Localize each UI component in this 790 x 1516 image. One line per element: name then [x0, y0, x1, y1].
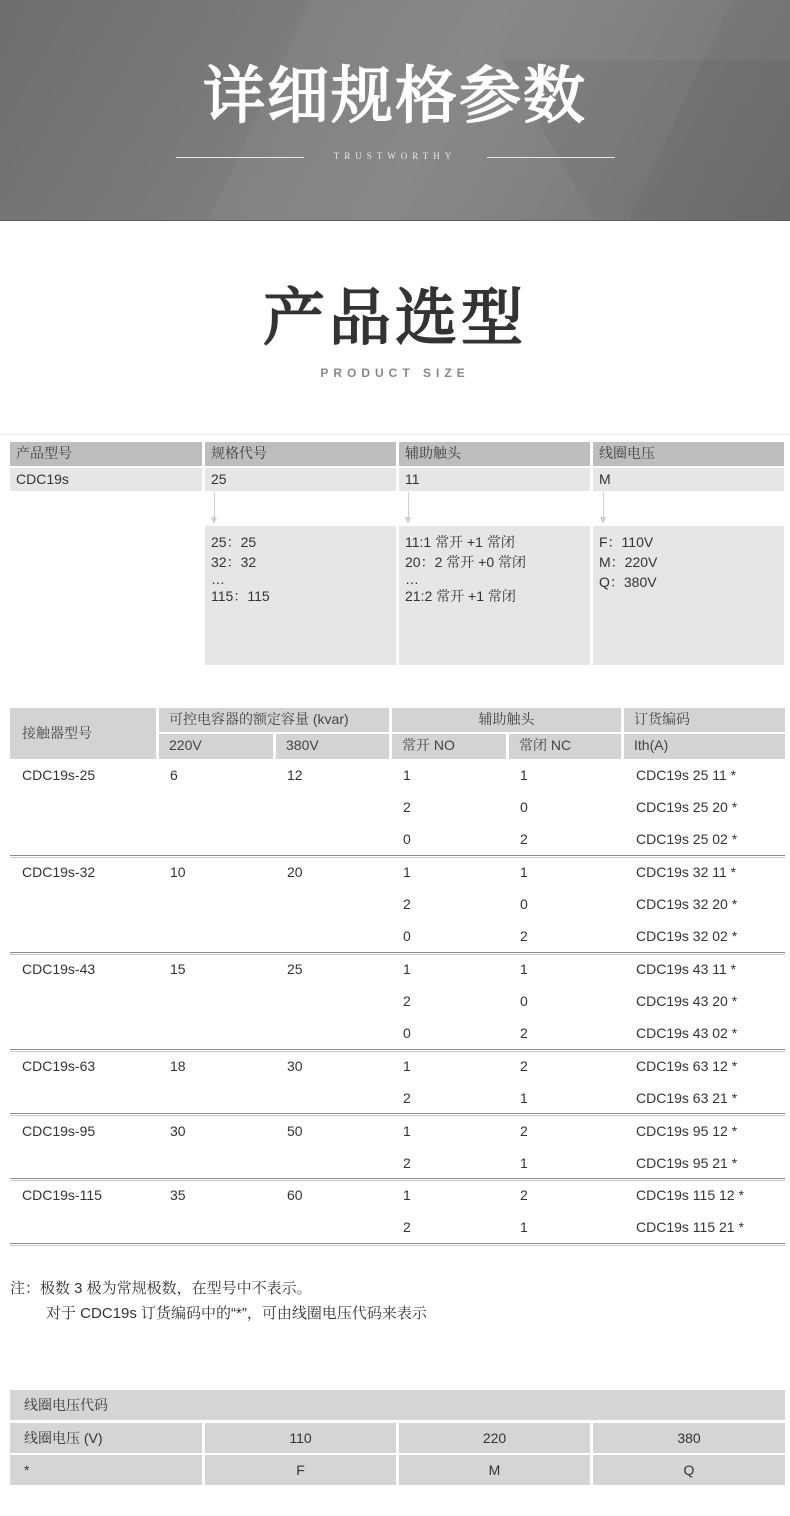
header-ith: Ith(A): [624, 734, 785, 759]
option: 20：2 常开 +0 常闭: [405, 554, 526, 570]
aux-options-box: [399, 526, 590, 665]
cell-380v: 50: [287, 1123, 303, 1139]
header-220v: 220V: [159, 734, 273, 759]
banner-title: 详细规格参数: [202, 59, 587, 132]
cell-no: 2: [403, 1219, 411, 1235]
cell-model: CDC19s-32: [22, 864, 96, 880]
cell-no: 2: [403, 896, 411, 912]
cell-model: CDC19s-95: [22, 1123, 96, 1139]
cell-no: 2: [403, 1090, 411, 1106]
cell-nc: 1: [520, 767, 528, 783]
section-subtitle: PRODUCT SIZE: [320, 366, 470, 380]
cell-220v: 35: [170, 1187, 186, 1203]
cell-order-code: CDC19s 115 21 *: [636, 1219, 744, 1235]
note-line-2: 对于 CDC19s 订货编码中的“*”，可由线圈电压代码来表示: [46, 1305, 427, 1322]
cell-no: 0: [403, 831, 411, 847]
value-spec-code: 25: [205, 468, 396, 491]
header-capacity: 可控电容器的额定容量 (kvar): [159, 708, 389, 732]
cell-no: 0: [403, 1025, 411, 1041]
cell-order-code: CDC19s 115 12 *: [636, 1187, 744, 1203]
cell-no: 1: [403, 1058, 411, 1074]
cell-order-code: CDC19s 25 20 *: [636, 799, 738, 815]
cell-order-code: CDC19s 32 11 *: [636, 864, 737, 880]
value-coil-voltage: M: [593, 468, 784, 491]
cell-nc: 2: [520, 928, 528, 944]
row-divider: [10, 855, 785, 858]
divider: [487, 157, 615, 158]
cell-F: F: [205, 1455, 396, 1485]
cell-no: 1: [403, 1123, 411, 1139]
cell-nc: 0: [520, 896, 528, 912]
cell-no: 2: [403, 993, 411, 1009]
cell-no: 1: [403, 864, 411, 880]
banner-subtitle: [0, 150, 790, 166]
cell-nc: 2: [520, 1025, 528, 1041]
cell-220: 220: [399, 1423, 590, 1453]
header-no: 常开 NO: [392, 734, 506, 759]
cell-order-code: CDC19s 32 02 *: [636, 928, 738, 944]
header-nc: 常闭 NC: [509, 734, 621, 759]
cell-order-code: CDC19s 95 21 *: [636, 1155, 738, 1171]
cell-model: CDC19s-43: [22, 961, 96, 977]
cell-no: 1: [403, 767, 411, 783]
header-order-code: 订货编码: [624, 708, 785, 732]
cell-order-code: CDC19s 43 20 *: [636, 993, 738, 1009]
cell-order-code: CDC19s 43 11 *: [636, 961, 737, 977]
header-380v: 380V: [276, 734, 389, 759]
cell-order-code: CDC19s 25 02 *: [636, 831, 738, 847]
cell-220v: 30: [170, 1123, 186, 1139]
option: 21:2 常开 +1 常闭: [405, 588, 516, 604]
row-divider: [10, 1113, 785, 1116]
row-divider: [10, 1178, 785, 1181]
cell-380: 380: [593, 1423, 785, 1453]
cell-nc: 2: [520, 831, 528, 847]
cell-no: 2: [403, 799, 411, 815]
option: Q：380V: [599, 574, 657, 590]
note: [10, 1276, 427, 1326]
cell-nc: 2: [520, 1187, 528, 1203]
cell-coil-voltage-label: 线圈电压 (V): [10, 1423, 202, 1453]
cell-nc: 0: [520, 993, 528, 1009]
row-divider: [10, 952, 785, 955]
cell-nc: 2: [520, 1123, 528, 1139]
cell-order-code: CDC19s 95 12 *: [636, 1123, 738, 1139]
option: 25：25: [211, 534, 257, 550]
header-coil-voltage: 线圈电压: [593, 442, 784, 466]
option: 11:1 常开 +1 常闭: [405, 534, 515, 550]
header-aux-contacts: 辅助触头: [392, 708, 621, 732]
cell-order-code: CDC19s 63 21 *: [636, 1090, 738, 1106]
cell-220v: 6: [170, 767, 178, 783]
cell-nc: 0: [520, 799, 528, 815]
cell-380v: 20: [287, 864, 303, 880]
header-product-model: 产品型号: [10, 442, 202, 466]
value-product-model: CDC19s: [10, 468, 202, 491]
cell-no: 1: [403, 1187, 411, 1203]
spec-options-box: [205, 526, 396, 665]
cell-nc: 1: [520, 1155, 528, 1171]
cell-nc: 2: [520, 1058, 528, 1074]
option: 115：115: [211, 588, 270, 604]
cell-order-code: CDC19s 63 12 *: [636, 1058, 738, 1074]
cell-nc: 1: [520, 1090, 528, 1106]
header-aux-contacts: 辅助触头: [399, 442, 590, 466]
option: F：110V: [599, 534, 654, 550]
value-aux-contacts: 11: [399, 468, 590, 491]
cell-220v: 15: [170, 961, 186, 977]
note-line-1: 注：极数 3 极为常规极数，在型号中不表示。: [10, 1280, 312, 1297]
option: …: [405, 571, 419, 587]
cell-model: CDC19s-115: [22, 1187, 102, 1203]
arrow-down-icon: [408, 492, 409, 522]
cell-380v: 12: [287, 767, 303, 783]
cell-Q: Q: [593, 1455, 785, 1485]
cell-nc: 1: [520, 1219, 528, 1235]
cell-nc: 1: [520, 864, 528, 880]
banner: [0, 0, 790, 221]
header-spec-code: 规格代号: [205, 442, 396, 466]
option: M：220V: [599, 554, 658, 570]
cell-order-code: CDC19s 32 20 *: [636, 896, 738, 912]
header-contactor-model: 接触器型号: [10, 708, 156, 759]
banner-subtitle-text: TRUSTWORTHY: [333, 151, 457, 161]
cell-380v: 25: [287, 961, 303, 977]
cell-star: *: [10, 1455, 202, 1485]
cell-order-code: CDC19s 43 02 *: [636, 1025, 738, 1041]
arrow-down-icon: [603, 492, 604, 522]
cell-M: M: [399, 1455, 590, 1485]
option: …: [211, 571, 225, 587]
cell-380v: 60: [287, 1187, 303, 1203]
section-title: 产品选型: [262, 281, 527, 354]
cell-no: 1: [403, 961, 411, 977]
option: 32：32: [211, 554, 257, 570]
cell-model: CDC19s-25: [22, 767, 96, 783]
coil-options-box: [593, 526, 784, 665]
row-divider: [10, 1049, 785, 1052]
cell-110: 110: [205, 1423, 396, 1453]
cell-order-code: CDC19s 25 11 *: [636, 767, 737, 783]
cell-220v: 18: [170, 1058, 186, 1074]
cell-220v: 10: [170, 864, 186, 880]
coil-table-title: 线圈电压代码: [10, 1390, 785, 1420]
cell-380v: 30: [287, 1058, 303, 1074]
cell-model: CDC19s-63: [22, 1058, 96, 1074]
cell-no: 0: [403, 928, 411, 944]
arrow-down-icon: [214, 492, 215, 522]
divider: [0, 434, 790, 435]
cell-no: 2: [403, 1155, 411, 1171]
row-divider: [10, 1243, 785, 1246]
cell-nc: 1: [520, 961, 528, 977]
